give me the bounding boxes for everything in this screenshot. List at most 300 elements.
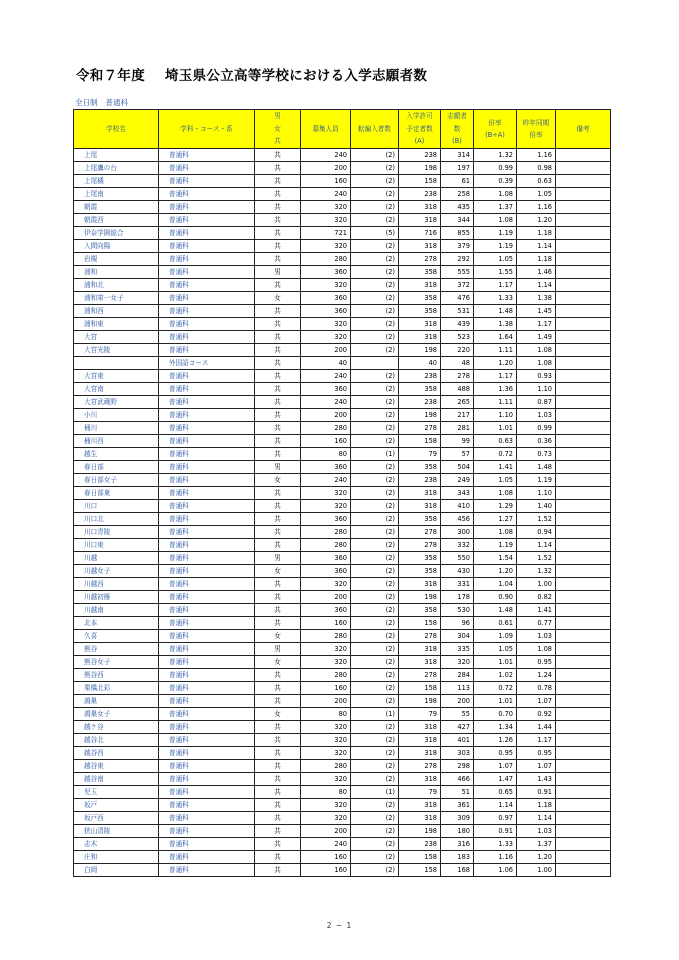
ratio-cell: 1.32 — [474, 149, 517, 162]
header-applicants-line2: 数 — [453, 124, 461, 133]
prev-ratio-cell: 0.91 — [517, 786, 556, 799]
course-cell: 普通科 — [159, 292, 255, 305]
applicants-cell: 278 — [441, 370, 474, 383]
ratio-cell: 1.04 — [474, 578, 517, 591]
table-row — [74, 292, 611, 305]
remarks-cell — [556, 552, 611, 565]
header-prev-line2: 倍率 — [529, 131, 543, 139]
prev-ratio-cell: 1.07 — [517, 760, 556, 773]
gender-cell: 男 — [255, 552, 301, 565]
school-name-cell: 浦和北 — [74, 279, 159, 292]
gender-cell: 共 — [255, 201, 301, 214]
remarks-cell — [556, 812, 611, 825]
school-name-cell: 浦和第一女子 — [74, 292, 159, 305]
capacity-cell: 360 — [301, 292, 351, 305]
transfer-cell: (2) — [351, 266, 399, 279]
transfer-cell: (2) — [351, 669, 399, 682]
prev-ratio-cell: 1.52 — [517, 552, 556, 565]
course-cell: 外国語コース — [159, 357, 255, 370]
prev-ratio-cell: 1.46 — [517, 266, 556, 279]
school-name-cell: 小川 — [74, 409, 159, 422]
remarks-cell — [556, 669, 611, 682]
school-name-cell: 白岡 — [74, 864, 159, 877]
ratio-cell: 0.90 — [474, 591, 517, 604]
capacity-cell: 320 — [301, 500, 351, 513]
prev-ratio-cell: 0.36 — [517, 435, 556, 448]
table-row — [74, 812, 611, 825]
planned-cell: 238 — [399, 149, 441, 162]
course-cell: 普通科 — [159, 851, 255, 864]
remarks-cell — [556, 799, 611, 812]
capacity-cell: 240 — [301, 149, 351, 162]
transfer-cell: (2) — [351, 799, 399, 812]
course-cell: 普通科 — [159, 656, 255, 669]
capacity-cell: 320 — [301, 734, 351, 747]
remarks-cell — [556, 786, 611, 799]
gender-cell: 共 — [255, 591, 301, 604]
capacity-cell: 280 — [301, 422, 351, 435]
applicants-cell: 320 — [441, 656, 474, 669]
ratio-cell: 1.05 — [474, 643, 517, 656]
ratio-cell: 1.05 — [474, 474, 517, 487]
course-cell: 普通科 — [159, 318, 255, 331]
gender-cell: 女 — [255, 565, 301, 578]
course-cell: 普通科 — [159, 253, 255, 266]
school-name-cell: 久喜 — [74, 630, 159, 643]
capacity-cell: 200 — [301, 162, 351, 175]
prev-ratio-cell: 0.73 — [517, 448, 556, 461]
ratio-cell: 1.20 — [474, 357, 517, 370]
transfer-cell: (2) — [351, 539, 399, 552]
planned-cell: 358 — [399, 513, 441, 526]
planned-cell: 158 — [399, 175, 441, 188]
header-prev-line1: 昨年同期 — [522, 118, 550, 127]
table-row — [74, 838, 611, 851]
transfer-cell: (2) — [351, 279, 399, 292]
prev-ratio-cell: 0.94 — [517, 526, 556, 539]
course-cell: 普通科 — [159, 708, 255, 721]
applicants-cell: 48 — [441, 357, 474, 370]
prev-ratio-cell: 1.16 — [517, 149, 556, 162]
prev-ratio-cell: 0.92 — [517, 708, 556, 721]
ratio-cell: 1.11 — [474, 396, 517, 409]
school-name-cell: 上尾 — [74, 149, 159, 162]
planned-cell: 278 — [399, 760, 441, 773]
planned-cell: 318 — [399, 279, 441, 292]
gender-cell: 共 — [255, 448, 301, 461]
school-name-cell: 北本 — [74, 617, 159, 630]
prev-ratio-cell: 0.63 — [517, 175, 556, 188]
header-applicants-line3: (B) — [452, 137, 462, 146]
course-cell: 普通科 — [159, 461, 255, 474]
gender-cell: 共 — [255, 695, 301, 708]
school-name-cell: 川口北 — [74, 513, 159, 526]
remarks-cell — [556, 175, 611, 188]
capacity-cell: 280 — [301, 526, 351, 539]
remarks-cell — [556, 305, 611, 318]
applicants-cell: 476 — [441, 292, 474, 305]
transfer-cell: (2) — [351, 422, 399, 435]
school-name-cell: 熊谷 — [74, 643, 159, 656]
course-cell: 普通科 — [159, 396, 255, 409]
ratio-cell: 1.11 — [474, 344, 517, 357]
table-row — [74, 513, 611, 526]
remarks-cell — [556, 292, 611, 305]
applicants-cell: 284 — [441, 669, 474, 682]
applicants-cell: 197 — [441, 162, 474, 175]
applicants-cell: 249 — [441, 474, 474, 487]
gender-cell: 共 — [255, 851, 301, 864]
ratio-cell: 1.41 — [474, 461, 517, 474]
applicants-cell: 466 — [441, 773, 474, 786]
remarks-cell — [556, 695, 611, 708]
capacity-cell: 360 — [301, 461, 351, 474]
table-row — [74, 578, 611, 591]
header-planned-line3: (A) — [414, 137, 425, 146]
school-name-cell: 桶川 — [74, 422, 159, 435]
capacity-cell: 240 — [301, 188, 351, 201]
transfer-cell: (2) — [351, 305, 399, 318]
applicants-cell: 331 — [441, 578, 474, 591]
applicants-cell: 309 — [441, 812, 474, 825]
applicants-cell: 316 — [441, 838, 474, 851]
capacity-cell: 320 — [301, 201, 351, 214]
applicants-cell: 439 — [441, 318, 474, 331]
table-row — [74, 396, 611, 409]
course-cell: 普通科 — [159, 773, 255, 786]
transfer-cell: (2) — [351, 552, 399, 565]
applicants-cell: 51 — [441, 786, 474, 799]
table-row — [74, 799, 611, 812]
ratio-cell: 0.65 — [474, 786, 517, 799]
capacity-cell: 320 — [301, 812, 351, 825]
gender-cell: 共 — [255, 331, 301, 344]
gender-cell: 女 — [255, 292, 301, 305]
gender-cell: 共 — [255, 435, 301, 448]
transfer-cell: (2) — [351, 435, 399, 448]
gender-cell: 女 — [255, 708, 301, 721]
remarks-cell — [556, 500, 611, 513]
transfer-cell: (2) — [351, 253, 399, 266]
applicants-cell: 361 — [441, 799, 474, 812]
transfer-cell: (2) — [351, 643, 399, 656]
remarks-cell — [556, 578, 611, 591]
transfer-cell: (2) — [351, 370, 399, 383]
course-cell: 普通科 — [159, 162, 255, 175]
school-name-cell: 上尾鷹の台 — [74, 162, 159, 175]
school-name-cell: 坂戸 — [74, 799, 159, 812]
capacity-cell: 160 — [301, 864, 351, 877]
planned-cell: 318 — [399, 240, 441, 253]
ratio-cell: 1.64 — [474, 331, 517, 344]
transfer-cell: (2) — [351, 721, 399, 734]
table-row — [74, 487, 611, 500]
gender-cell: 共 — [255, 149, 301, 162]
planned-cell: 358 — [399, 552, 441, 565]
ratio-cell: 1.08 — [474, 487, 517, 500]
ratio-cell: 1.20 — [474, 565, 517, 578]
planned-cell: 318 — [399, 578, 441, 591]
capacity-cell: 320 — [301, 318, 351, 331]
ratio-cell: 1.27 — [474, 513, 517, 526]
applicants-cell: 343 — [441, 487, 474, 500]
page-number: 2 − 1 — [326, 921, 353, 930]
ratio-cell: 0.72 — [474, 448, 517, 461]
gender-cell: 共 — [255, 188, 301, 201]
school-name-cell: 児玉 — [74, 786, 159, 799]
school-name-cell: 川口青陵 — [74, 526, 159, 539]
applicants-cell: 530 — [441, 604, 474, 617]
ratio-cell: 1.10 — [474, 409, 517, 422]
table-row — [74, 591, 611, 604]
prev-ratio-cell: 1.48 — [517, 461, 556, 474]
transfer-cell: (2) — [351, 591, 399, 604]
remarks-cell — [556, 721, 611, 734]
applicants-cell: 168 — [441, 864, 474, 877]
ratio-cell: 1.06 — [474, 864, 517, 877]
applicants-cell: 555 — [441, 266, 474, 279]
planned-cell: 158 — [399, 864, 441, 877]
applicants-cell: 504 — [441, 461, 474, 474]
capacity-cell: 240 — [301, 474, 351, 487]
ratio-cell: 1.01 — [474, 422, 517, 435]
applicants-cell: 180 — [441, 825, 474, 838]
remarks-cell — [556, 253, 611, 266]
prev-ratio-cell: 1.41 — [517, 604, 556, 617]
remarks-cell — [556, 162, 611, 175]
ratio-cell: 1.34 — [474, 721, 517, 734]
remarks-cell — [556, 279, 611, 292]
header-gender — [255, 110, 301, 149]
planned-cell: 318 — [399, 734, 441, 747]
applicants-cell: 379 — [441, 240, 474, 253]
table-row — [74, 552, 611, 565]
gender-cell: 男 — [255, 461, 301, 474]
ratio-cell: 1.26 — [474, 734, 517, 747]
table-row — [74, 240, 611, 253]
table-row — [74, 526, 611, 539]
ratio-cell: 1.54 — [474, 552, 517, 565]
table-row — [74, 708, 611, 721]
gender-cell: 共 — [255, 162, 301, 175]
table-row — [74, 786, 611, 799]
capacity-cell: 80 — [301, 786, 351, 799]
course-cell: 普通科 — [159, 422, 255, 435]
transfer-cell: (2) — [351, 383, 399, 396]
ratio-cell: 1.16 — [474, 851, 517, 864]
prev-ratio-cell: 0.78 — [517, 682, 556, 695]
course-cell: 普通科 — [159, 344, 255, 357]
course-cell: 普通科 — [159, 565, 255, 578]
capacity-cell: 40 — [301, 357, 351, 370]
planned-cell: 198 — [399, 409, 441, 422]
applicants-cell: 531 — [441, 305, 474, 318]
transfer-cell: (2) — [351, 825, 399, 838]
transfer-cell: (2) — [351, 838, 399, 851]
transfer-cell: (2) — [351, 487, 399, 500]
remarks-cell — [556, 864, 611, 877]
prev-ratio-cell: 1.08 — [517, 357, 556, 370]
gender-cell: 女 — [255, 630, 301, 643]
transfer-cell — [351, 357, 399, 370]
ratio-cell: 1.55 — [474, 266, 517, 279]
gender-cell: 男 — [255, 643, 301, 656]
school-name-cell: 春日部 — [74, 461, 159, 474]
applicants-cell: 220 — [441, 344, 474, 357]
gender-cell: 共 — [255, 617, 301, 630]
transfer-cell: (2) — [351, 461, 399, 474]
capacity-cell: 721 — [301, 227, 351, 240]
gender-cell: 女 — [255, 656, 301, 669]
school-name-cell: 川口東 — [74, 539, 159, 552]
capacity-cell: 240 — [301, 396, 351, 409]
table-header-row — [74, 110, 611, 149]
applicants-cell: 217 — [441, 409, 474, 422]
capacity-cell: 200 — [301, 591, 351, 604]
transfer-cell: (2) — [351, 500, 399, 513]
capacity-cell: 320 — [301, 240, 351, 253]
applicants-cell: 855 — [441, 227, 474, 240]
table-row — [74, 773, 611, 786]
gender-cell: 共 — [255, 214, 301, 227]
ratio-cell: 1.38 — [474, 318, 517, 331]
gender-cell: 共 — [255, 227, 301, 240]
category-schedule: 全日制 — [75, 98, 98, 107]
transfer-cell: (2) — [351, 617, 399, 630]
transfer-cell: (2) — [351, 292, 399, 305]
applicants-cell: 292 — [441, 253, 474, 266]
school-name-cell: 庄和 — [74, 851, 159, 864]
table-row — [74, 266, 611, 279]
gender-cell: 共 — [255, 370, 301, 383]
ratio-cell: 1.33 — [474, 292, 517, 305]
capacity-cell: 240 — [301, 838, 351, 851]
school-name-cell: 川越初雁 — [74, 591, 159, 604]
table-row — [74, 149, 611, 162]
planned-cell: 318 — [399, 500, 441, 513]
course-cell: 普通科 — [159, 760, 255, 773]
prev-ratio-cell: 1.07 — [517, 695, 556, 708]
course-cell: 普通科 — [159, 266, 255, 279]
ratio-cell: 0.70 — [474, 708, 517, 721]
gender-cell: 女 — [255, 474, 301, 487]
course-cell: 普通科 — [159, 669, 255, 682]
transfer-cell: (2) — [351, 760, 399, 773]
table-row — [74, 409, 611, 422]
prev-ratio-cell: 1.45 — [517, 305, 556, 318]
capacity-cell: 320 — [301, 773, 351, 786]
planned-cell: 238 — [399, 188, 441, 201]
remarks-cell — [556, 708, 611, 721]
gender-cell: 共 — [255, 344, 301, 357]
header-planned-line2: 予定者数 — [406, 124, 433, 133]
planned-cell: 358 — [399, 383, 441, 396]
remarks-cell — [556, 383, 611, 396]
table-row — [74, 643, 611, 656]
transfer-cell: (2) — [351, 162, 399, 175]
planned-cell: 238 — [399, 474, 441, 487]
course-cell: 普通科 — [159, 201, 255, 214]
header-ratio — [474, 110, 517, 149]
ratio-cell: 0.63 — [474, 435, 517, 448]
school-name-cell: 熊谷女子 — [74, 656, 159, 669]
course-cell: 普通科 — [159, 578, 255, 591]
course-cell: 普通科 — [159, 279, 255, 292]
remarks-cell — [556, 513, 611, 526]
course-cell: 普通科 — [159, 487, 255, 500]
capacity-cell: 320 — [301, 643, 351, 656]
capacity-cell: 320 — [301, 656, 351, 669]
header-gender-male: 男 — [274, 112, 281, 121]
header-gender-coed: 共 — [274, 137, 281, 146]
category-course: 普通科 — [105, 98, 128, 107]
school-name-cell: 鴻巣 — [74, 695, 159, 708]
ratio-cell: 1.48 — [474, 604, 517, 617]
remarks-cell — [556, 825, 611, 838]
capacity-cell: 360 — [301, 305, 351, 318]
applicants-cell: 281 — [441, 422, 474, 435]
table-row — [74, 851, 611, 864]
ratio-cell: 1.07 — [474, 760, 517, 773]
transfer-cell: (2) — [351, 331, 399, 344]
school-name-cell: 岩槻 — [74, 253, 159, 266]
capacity-cell: 320 — [301, 487, 351, 500]
school-name-cell: 越ケ谷 — [74, 721, 159, 734]
table-row — [74, 695, 611, 708]
planned-cell: 318 — [399, 487, 441, 500]
transfer-cell: (1) — [351, 448, 399, 461]
prev-ratio-cell: 1.44 — [517, 721, 556, 734]
table-row — [74, 630, 611, 643]
transfer-cell: (2) — [351, 214, 399, 227]
table-row — [74, 331, 611, 344]
gender-cell: 共 — [255, 305, 301, 318]
ratio-cell: 1.01 — [474, 695, 517, 708]
remarks-cell — [556, 565, 611, 578]
applicants-cell: 298 — [441, 760, 474, 773]
school-name-cell: 朝霞 — [74, 201, 159, 214]
course-cell: 普通科 — [159, 695, 255, 708]
table-row — [74, 318, 611, 331]
ratio-cell: 0.95 — [474, 747, 517, 760]
prev-ratio-cell: 1.24 — [517, 669, 556, 682]
planned-cell: 198 — [399, 162, 441, 175]
gender-cell: 共 — [255, 786, 301, 799]
course-cell: 普通科 — [159, 240, 255, 253]
course-cell: 普通科 — [159, 526, 255, 539]
gender-cell: 共 — [255, 578, 301, 591]
gender-cell: 共 — [255, 409, 301, 422]
remarks-cell — [556, 266, 611, 279]
capacity-cell: 160 — [301, 435, 351, 448]
prev-ratio-cell: 0.99 — [517, 422, 556, 435]
capacity-cell: 240 — [301, 370, 351, 383]
planned-cell: 318 — [399, 773, 441, 786]
capacity-cell: 160 — [301, 175, 351, 188]
transfer-cell: (2) — [351, 773, 399, 786]
applicants-cell: 300 — [441, 526, 474, 539]
header-applicants — [441, 110, 474, 149]
course-cell: 普通科 — [159, 500, 255, 513]
prev-ratio-cell: 1.05 — [517, 188, 556, 201]
remarks-cell — [556, 448, 611, 461]
prev-ratio-cell: 1.20 — [517, 214, 556, 227]
prev-ratio-cell: 1.20 — [517, 851, 556, 864]
school-name-cell: 坂戸西 — [74, 812, 159, 825]
school-name-cell: 春日部女子 — [74, 474, 159, 487]
capacity-cell: 320 — [301, 214, 351, 227]
prev-ratio-cell: 1.18 — [517, 253, 556, 266]
